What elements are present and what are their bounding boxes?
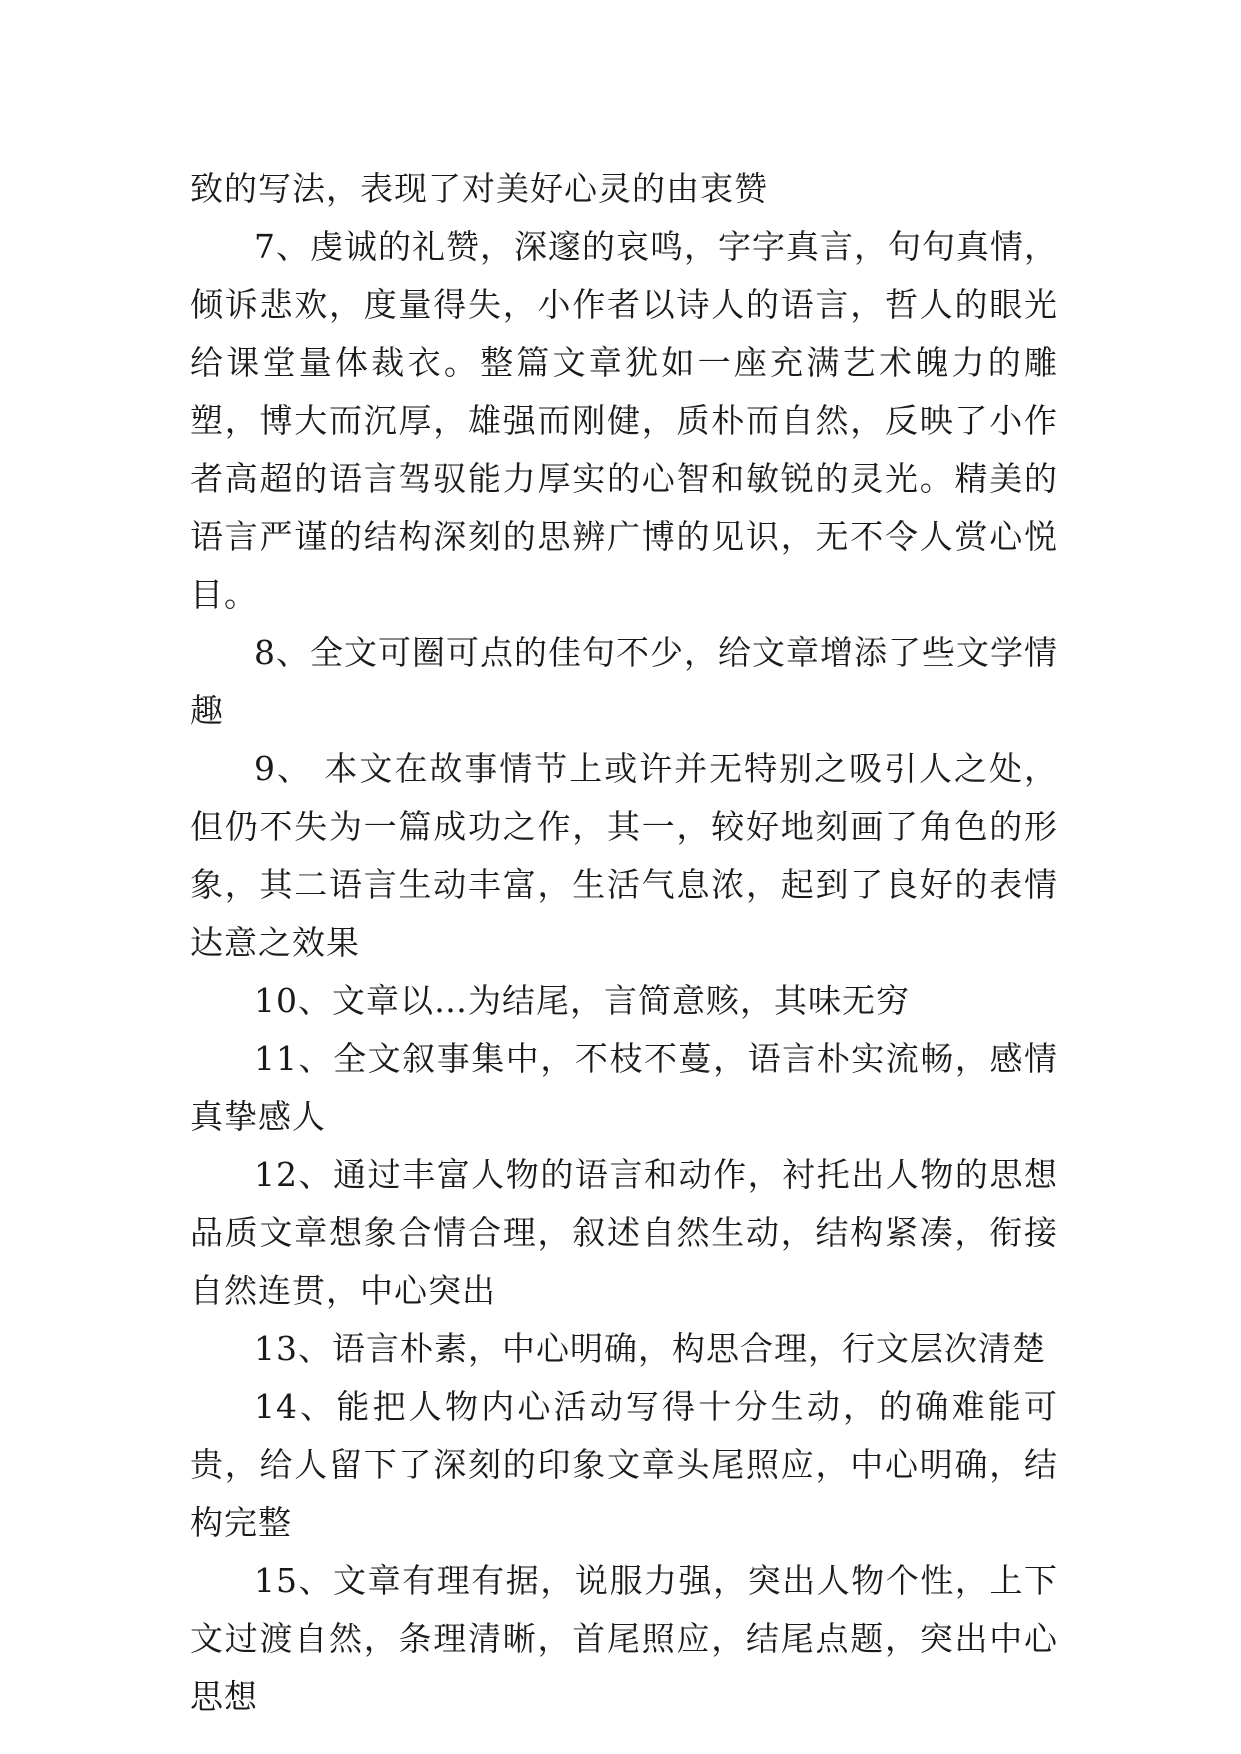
paragraph-comment-15: 15、文章有理有据，说服力强，突出人物个性，上下文过渡自然，条理清晰，首尾照应，结尾点题，突出中心思想: [190, 1561, 1058, 1716]
paragraph-comment-9: 9、 本文在故事情节上或许并无特别之吸引人之处，但仍不失为一篇成功之作，其一，较好地刻画了角色的形象，其二语言生动丰富，生活气息浓，起到了良好的表情达意之效果: [190, 749, 1058, 962]
paragraph-comment-11: 11、全文叙事集中，不枝不蔓，语言朴实流畅，感情真挚感人: [190, 1039, 1058, 1136]
paragraph-comment-14: 14、能把人物内心活动写得十分生动，的确难能可贵，给人留下了深刻的印象文章头尾照应，中心明确，结构完整: [190, 1387, 1058, 1542]
document-body: [190, 160, 1058, 1726]
paragraph-comment-10: 10、文章以…为结尾，言简意赅，其味无穷: [254, 981, 910, 1020]
paragraph-continuation: 致的写法，表现了对美好心灵的由衷赞: [190, 169, 768, 208]
paragraph-comment-7: 7、虔诚的礼赞，深邃的哀鸣，字字真言，句句真情，倾诉悲欢，度量得失，小作者以诗人的语言，哲人的眼光给课堂量体裁衣。整篇文章犹如一座充满艺术魄力的雕塑，博大而沉厚，雄强而刚健，质朴而自然，反映了小作者高超的语言驾驭能力厚实的心智和敏锐的灵光。精美的语言严谨的结构深刻的思辨广博的见识，无不令人赏心悦目。: [190, 227, 1058, 614]
paragraph-comment-12: 12、通过丰富人物的语言和动作，衬托出人物的思想品质文章想象合情合理，叙述自然生动，结构紧凑，衔接自然连贯，中心突出: [190, 1155, 1058, 1310]
paragraph-comment-13: 13、语言朴素，中心明确，构思合理，行文层次清楚: [254, 1329, 1046, 1368]
paragraph-comment-8: 8、全文可圈可点的佳句不少，给文章增添了些文学情趣: [190, 633, 1058, 730]
